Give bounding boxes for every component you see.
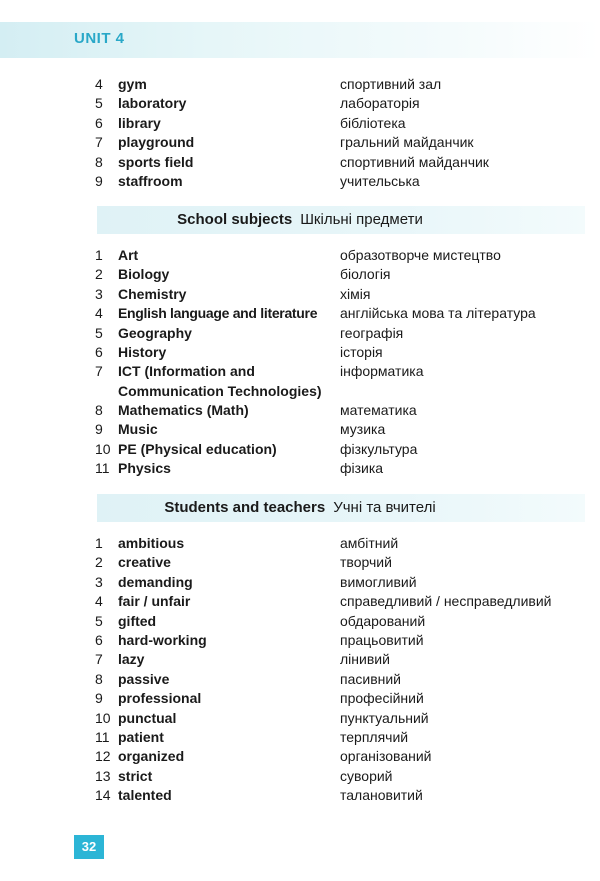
list-item: [0, 786, 600, 805]
list-item: [0, 75, 600, 94]
list-item: [0, 153, 600, 172]
list-item: [0, 573, 600, 592]
ukrainian-translation: вимогливий: [340, 573, 417, 590]
list-item: [0, 553, 600, 572]
english-word: organized: [118, 748, 185, 765]
item-number: 12: [95, 748, 111, 765]
list-item: [0, 709, 600, 728]
english-word: patient: [118, 728, 164, 745]
item-number: 4: [95, 76, 103, 92]
english-word: creative: [118, 554, 171, 571]
english-word: lazy: [118, 651, 145, 668]
unit-title: UNIT 4: [74, 30, 125, 47]
english-word: hard-working: [118, 631, 207, 648]
section-title-english: School subjects: [177, 211, 293, 228]
ukrainian-translation: біологія: [340, 266, 391, 283]
list-item: [0, 767, 600, 786]
english-word: History: [118, 343, 167, 360]
ukrainian-translation: лінивий: [340, 651, 390, 668]
list-item: [0, 94, 600, 113]
english-word: Physics: [118, 460, 171, 477]
english-word: Chemistry: [118, 285, 187, 302]
list-item: [0, 459, 600, 478]
ukrainian-translation: інформатика: [340, 363, 424, 380]
list-item: [0, 133, 600, 152]
english-word: fair / unfair: [118, 593, 191, 610]
ukrainian-translation: фізкультура: [340, 440, 418, 457]
list-item: [0, 440, 600, 459]
item-number: 5: [95, 95, 103, 112]
ukrainian-translation: географія: [340, 324, 404, 341]
english-word: gym: [118, 76, 147, 92]
ukrainian-translation: бібліотека: [340, 114, 406, 131]
ukrainian-translation: пасивний: [340, 670, 401, 687]
list-item: [0, 747, 600, 766]
english-word: passive: [118, 670, 170, 687]
english-word: punctual: [118, 709, 177, 726]
section-title-ukrainian: Шкільні предмети: [300, 211, 423, 228]
english-word: demanding: [118, 573, 193, 590]
list-item: [0, 670, 600, 689]
item-number: 10: [95, 440, 111, 457]
ukrainian-translation: англійська мова та література: [340, 305, 536, 322]
ukrainian-translation: історія: [340, 343, 383, 360]
ukrainian-translation: хімія: [340, 285, 371, 302]
list-item: [0, 650, 600, 669]
list-item: [0, 304, 600, 323]
ukrainian-translation: працьовитий: [340, 631, 424, 648]
item-number: 5: [95, 612, 103, 629]
english-word: laboratory: [118, 95, 187, 112]
list-item: [0, 114, 600, 133]
ukrainian-translation: лабораторія: [340, 95, 420, 112]
list-item: [0, 343, 600, 362]
item-number: 7: [95, 134, 103, 151]
item-number: 4: [95, 593, 103, 610]
english-word: ICT (Information and Communication Technologies): [118, 363, 322, 399]
item-number: 9: [95, 172, 103, 189]
item-number: 13: [95, 767, 111, 784]
english-word: gifted: [118, 612, 157, 629]
item-number: 6: [95, 343, 103, 360]
english-word: staffroom: [118, 172, 183, 189]
english-word: English language and literature: [118, 305, 318, 322]
list-item: [0, 362, 600, 401]
english-word: sports field: [118, 153, 194, 170]
section-title-ukrainian: Учні та вчителі: [333, 499, 436, 516]
ukrainian-translation: образотворче мистецтво: [340, 247, 501, 263]
item-number: 1: [95, 535, 103, 551]
english-word: strict: [118, 767, 153, 784]
item-number: 9: [95, 421, 103, 438]
list-item: [0, 246, 600, 265]
item-number: 4: [95, 305, 103, 322]
item-number: 6: [95, 114, 103, 131]
ukrainian-translation: спортивний зал: [340, 76, 442, 92]
english-word: professional: [118, 690, 202, 707]
item-number: 6: [95, 631, 103, 648]
item-number: 8: [95, 401, 103, 418]
english-word: Music: [118, 421, 158, 438]
english-word: Geography: [118, 324, 192, 341]
page-number: 32: [74, 835, 104, 859]
people-list: [0, 534, 600, 805]
english-word: Biology: [118, 266, 170, 283]
list-item: [0, 728, 600, 747]
item-number: 3: [95, 285, 103, 302]
list-item: [0, 172, 600, 191]
ukrainian-translation: терплячий: [340, 728, 409, 745]
english-word: PE (Physical education): [118, 440, 277, 457]
item-number: 7: [95, 651, 103, 668]
english-word: playground: [118, 134, 195, 151]
item-number: 10: [95, 709, 111, 726]
subjects-list: [0, 246, 600, 479]
ukrainian-translation: творчий: [340, 554, 392, 571]
item-number: 1: [95, 247, 103, 263]
ukrainian-translation: обдарований: [340, 612, 426, 629]
english-word: library: [118, 114, 161, 131]
ukrainian-translation: спортивний майданчик: [340, 153, 489, 170]
ukrainian-translation: талановитий: [340, 787, 423, 804]
ukrainian-translation: суворий: [340, 767, 393, 784]
item-number: 3: [95, 573, 103, 590]
english-word: ambitious: [118, 535, 185, 551]
list-item: [0, 285, 600, 304]
ukrainian-translation: пунктуальний: [340, 709, 429, 726]
ukrainian-translation: музика: [340, 421, 386, 438]
ukrainian-translation: справедливий / несправедливий: [340, 593, 552, 610]
list-item: [0, 420, 600, 439]
english-word: Mathematics (Math): [118, 401, 249, 418]
ukrainian-translation: організований: [340, 748, 432, 765]
item-number: 8: [95, 153, 103, 170]
ukrainian-translation: гральний майданчик: [340, 134, 474, 151]
item-number: 7: [95, 363, 103, 380]
item-number: 14: [95, 787, 111, 804]
ukrainian-translation: амбітний: [340, 535, 399, 551]
list-item: [0, 689, 600, 708]
item-number: 5: [95, 324, 103, 341]
english-word: Art: [118, 247, 139, 263]
ukrainian-translation: математика: [340, 401, 417, 418]
ukrainian-translation: учительська: [340, 172, 420, 189]
item-number: 11: [95, 728, 110, 745]
section-title-english: Students and teachers: [164, 499, 326, 516]
item-number: 2: [95, 266, 103, 283]
places-list: [0, 75, 600, 191]
ukrainian-translation: фізика: [340, 460, 384, 477]
section-title-school-subjects: [0, 211, 600, 228]
section-title-students-teachers: [0, 499, 600, 516]
list-item: [0, 612, 600, 631]
list-item: [0, 401, 600, 420]
list-item: [0, 592, 600, 611]
list-item: [0, 324, 600, 343]
list-item: [0, 265, 600, 284]
item-number: 2: [95, 554, 103, 571]
item-number: 8: [95, 670, 103, 687]
item-number: 11: [95, 460, 110, 477]
ukrainian-translation: професійний: [340, 690, 424, 707]
list-item: [0, 534, 600, 553]
english-word: talented: [118, 787, 172, 804]
list-item: [0, 631, 600, 650]
item-number: 9: [95, 690, 103, 707]
